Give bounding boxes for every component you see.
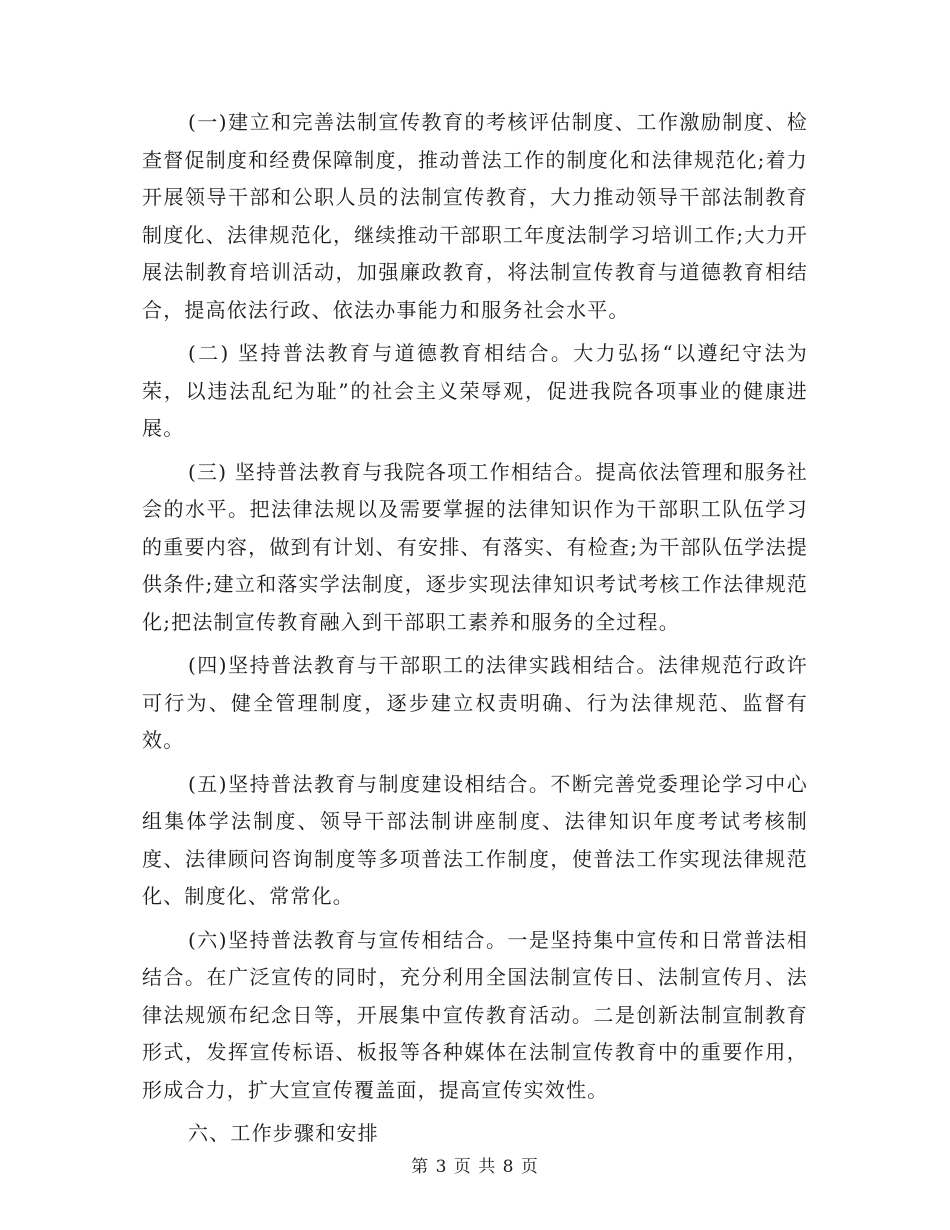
page-number-footer: 第 3 页 共 8 页 bbox=[411, 1157, 539, 1177]
paragraph-6: (六)坚持普法教育与宣传相结合。一是坚持集中宣传和日常普法相结合。在广泛宣传的同时，充分利用全国法制宣传日、法制宣传月、法律法规颁布纪念日等，开展集中宣传教育活动。二是创新法制宣制教育形式，发挥宣传标语、板报等各种媒体在法制宣传教育中的重要作用，形成合力，扩大宣宣传覆盖面，提高宣传实效性。 bbox=[142, 927, 808, 1102]
document-body bbox=[142, 104, 808, 1153]
paragraph-2: (二) 坚持普法教育与道德教育相结合。大力弘扬“以遵纪守法为荣，以违法乱纪为耻”的社会主义荣辱观，促进我院各项事业的健康进展。 bbox=[142, 341, 808, 440]
paragraph-5: (五)坚持普法教育与制度建设相结合。不断完善党委理论学习中心组集体学法制度、领导干部法制讲座制度、法律知识年度考试考核制度、法律顾问咨询制度等多项普法工作制度，使普法工作实现法律规范化、制度化、常常化。 bbox=[142, 771, 808, 908]
paragraph-4: (四)坚持普法教育与干部职工的法律实践相结合。法律规范行政许可行为、健全管理制度，逐步建立权责明确、行为法律规范、监督有效。 bbox=[142, 653, 808, 752]
section-heading: 六、工作步骤和安排 bbox=[188, 1121, 379, 1145]
paragraph-1: (一)建立和完善法制宣传教育的考核评估制度、工作激励制度、检查督促制度和经费保障制度，推动普法工作的制度化和法律规范化;着力开展领导干部和公职人员的法制宣传教育，大力推动领导干部法制教育制度化、法律规范化，继续推动干部职工年度法制学习培训工作;大力开展法制教育培训活动，加强廉政教育，将法制宣传教育与道德教育相结合，提高依法行政、依法办事能力和服务社会水平。 bbox=[142, 110, 808, 322]
paragraph-3: (三) 坚持普法教育与我院各项工作相结合。提高依法管理和服务社会的水平。把法律法规以及需要掌握的法律知识作为干部职工队伍学习的重要内容，做到有计划、有安排、有落实、有检查;为干部队伍学法提供条件;建立和落实学法制度，逐步实现法律知识考试考核工作法律规范化;把法制宣传教育融入到干部职工素养和服务的全过程。 bbox=[142, 459, 808, 634]
